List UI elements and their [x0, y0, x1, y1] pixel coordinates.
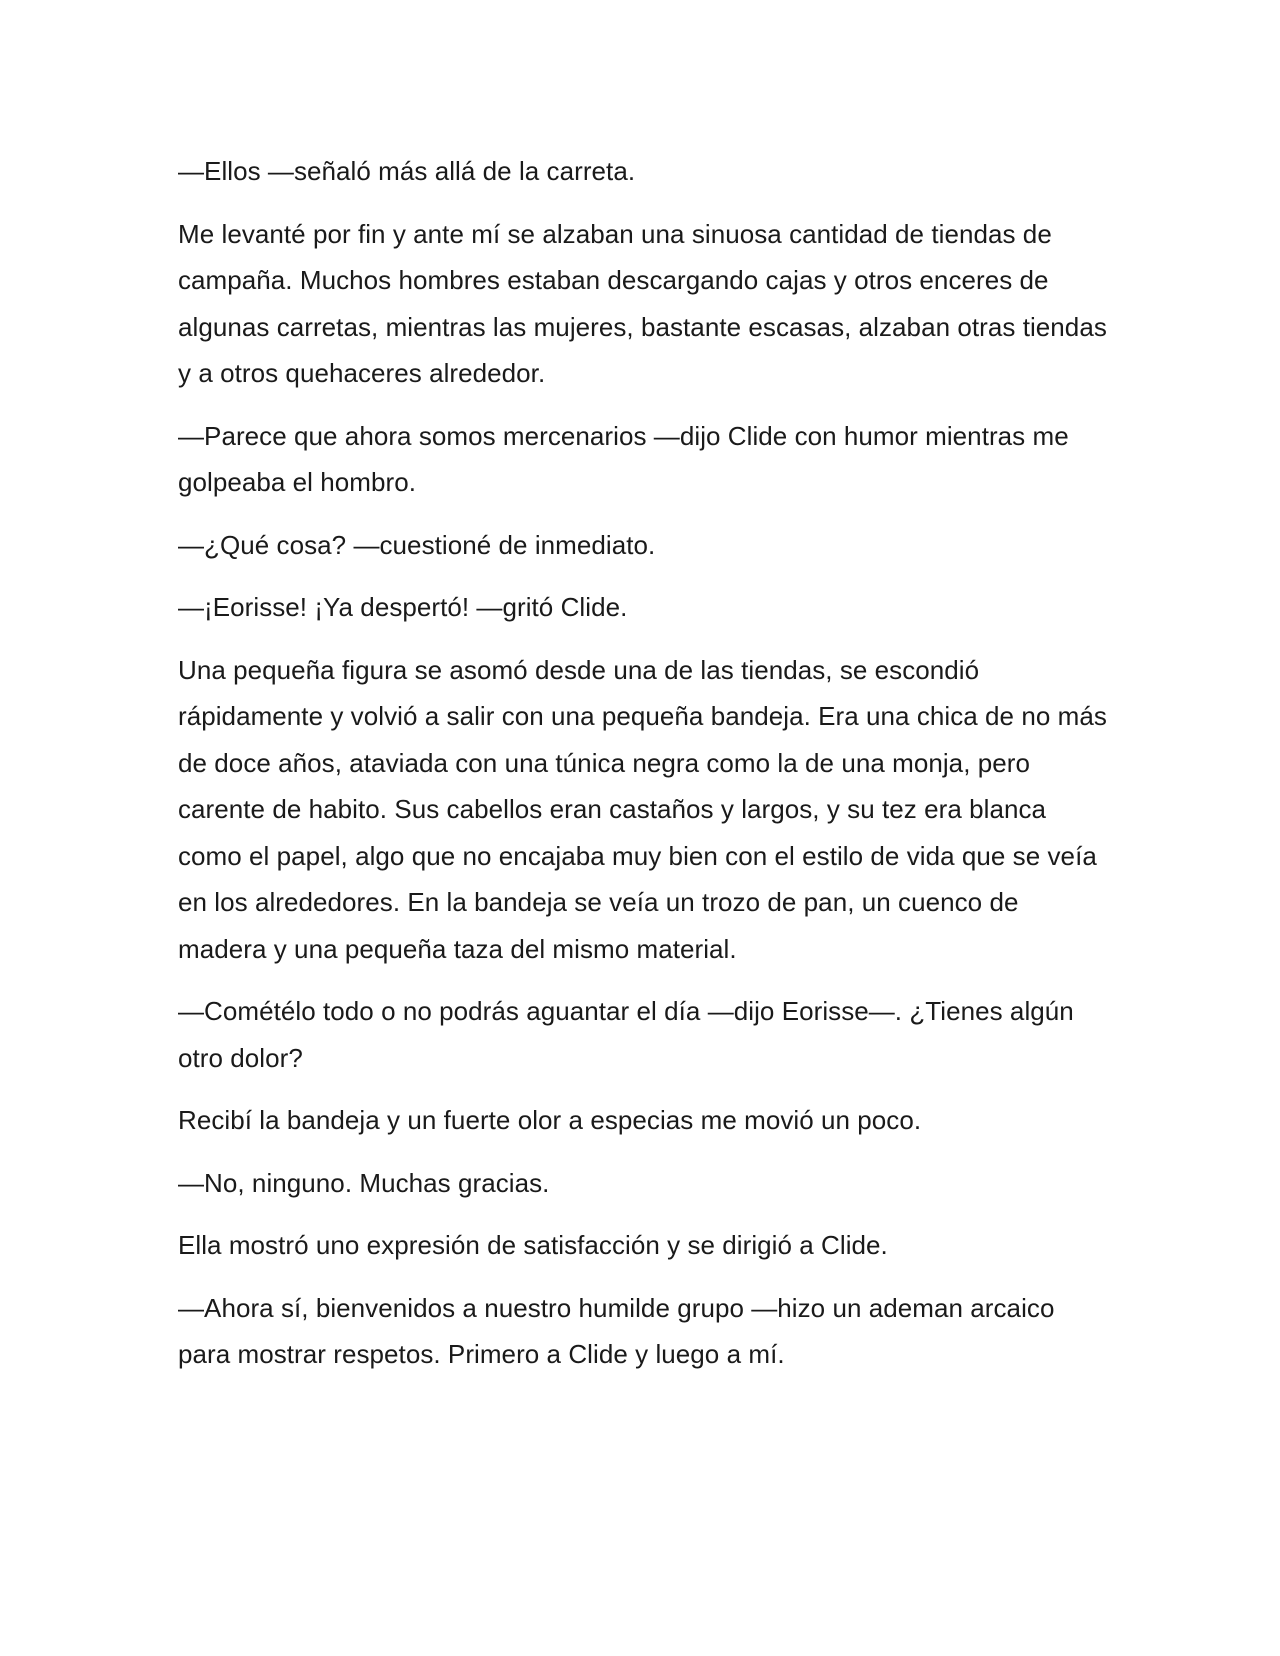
paragraph-7: —Cométélo todo o no podrás aguantar el día —dijo Eorisse—. ¿Tienes algún otro dolor?: [178, 996, 1074, 1073]
paragraph-11: —Ahora sí, bienvenidos a nuestro humilde grupo —hizo un ademan arcaico para mostrar respetos. Primero a Clide y luego a mí.: [178, 1292, 1055, 1369]
paragraph-4: —¿Qué cosa? —cuestioné de inmediato.: [178, 529, 656, 560]
paragraph-9: —No, ninguno. Muchas gracias.: [178, 1167, 550, 1198]
paragraph-2: Me levanté por fin y ante mí se alzaban una sinuosa cantidad de tiendas de campaña. Muchos hombres estaban descargando cajas y otros enceres de algunas carretas, mientras las mujeres, bastante escasas, alzaban otras tiendas y a otros quehaceres alrededor.: [178, 218, 1107, 388]
paragraph-5: —¡Eorisse! ¡Ya despertó! —gritó Clide.: [178, 592, 628, 622]
paragraph-6: Una pequeña figura se asomó desde una de las tiendas, se escondió rápidamente y volvió a salir con una pequeña bandeja. Era una chica de no más de doce años, ataviada con una túnica negra como la de una monja, pero carente de habito. Sus cabellos eran castaños y largos, y su tez era blanca como el papel, algo que no encajaba muy bien con el estilo de vida que se veía en los alrededores. En la bandeja se veía un trozo de pan, un cuenco de madera y una pequeña taza del mismo material.: [178, 654, 1107, 964]
paragraph-1: —Ellos —señaló más allá de la carreta.: [178, 156, 636, 186]
paragraph-3: —Parece que ahora somos mercenarios —dijo Clide con humor mientras me golpeaba el hombro.: [178, 420, 1069, 497]
paragraph-8: Recibí la bandeja y un fuerte olor a especias me movió un poco.: [178, 1105, 922, 1135]
paragraph-10: Ella mostró uno expresión de satisfacción y se dirigió a Clide.: [178, 1230, 888, 1260]
document-body: [178, 148, 1108, 1394]
